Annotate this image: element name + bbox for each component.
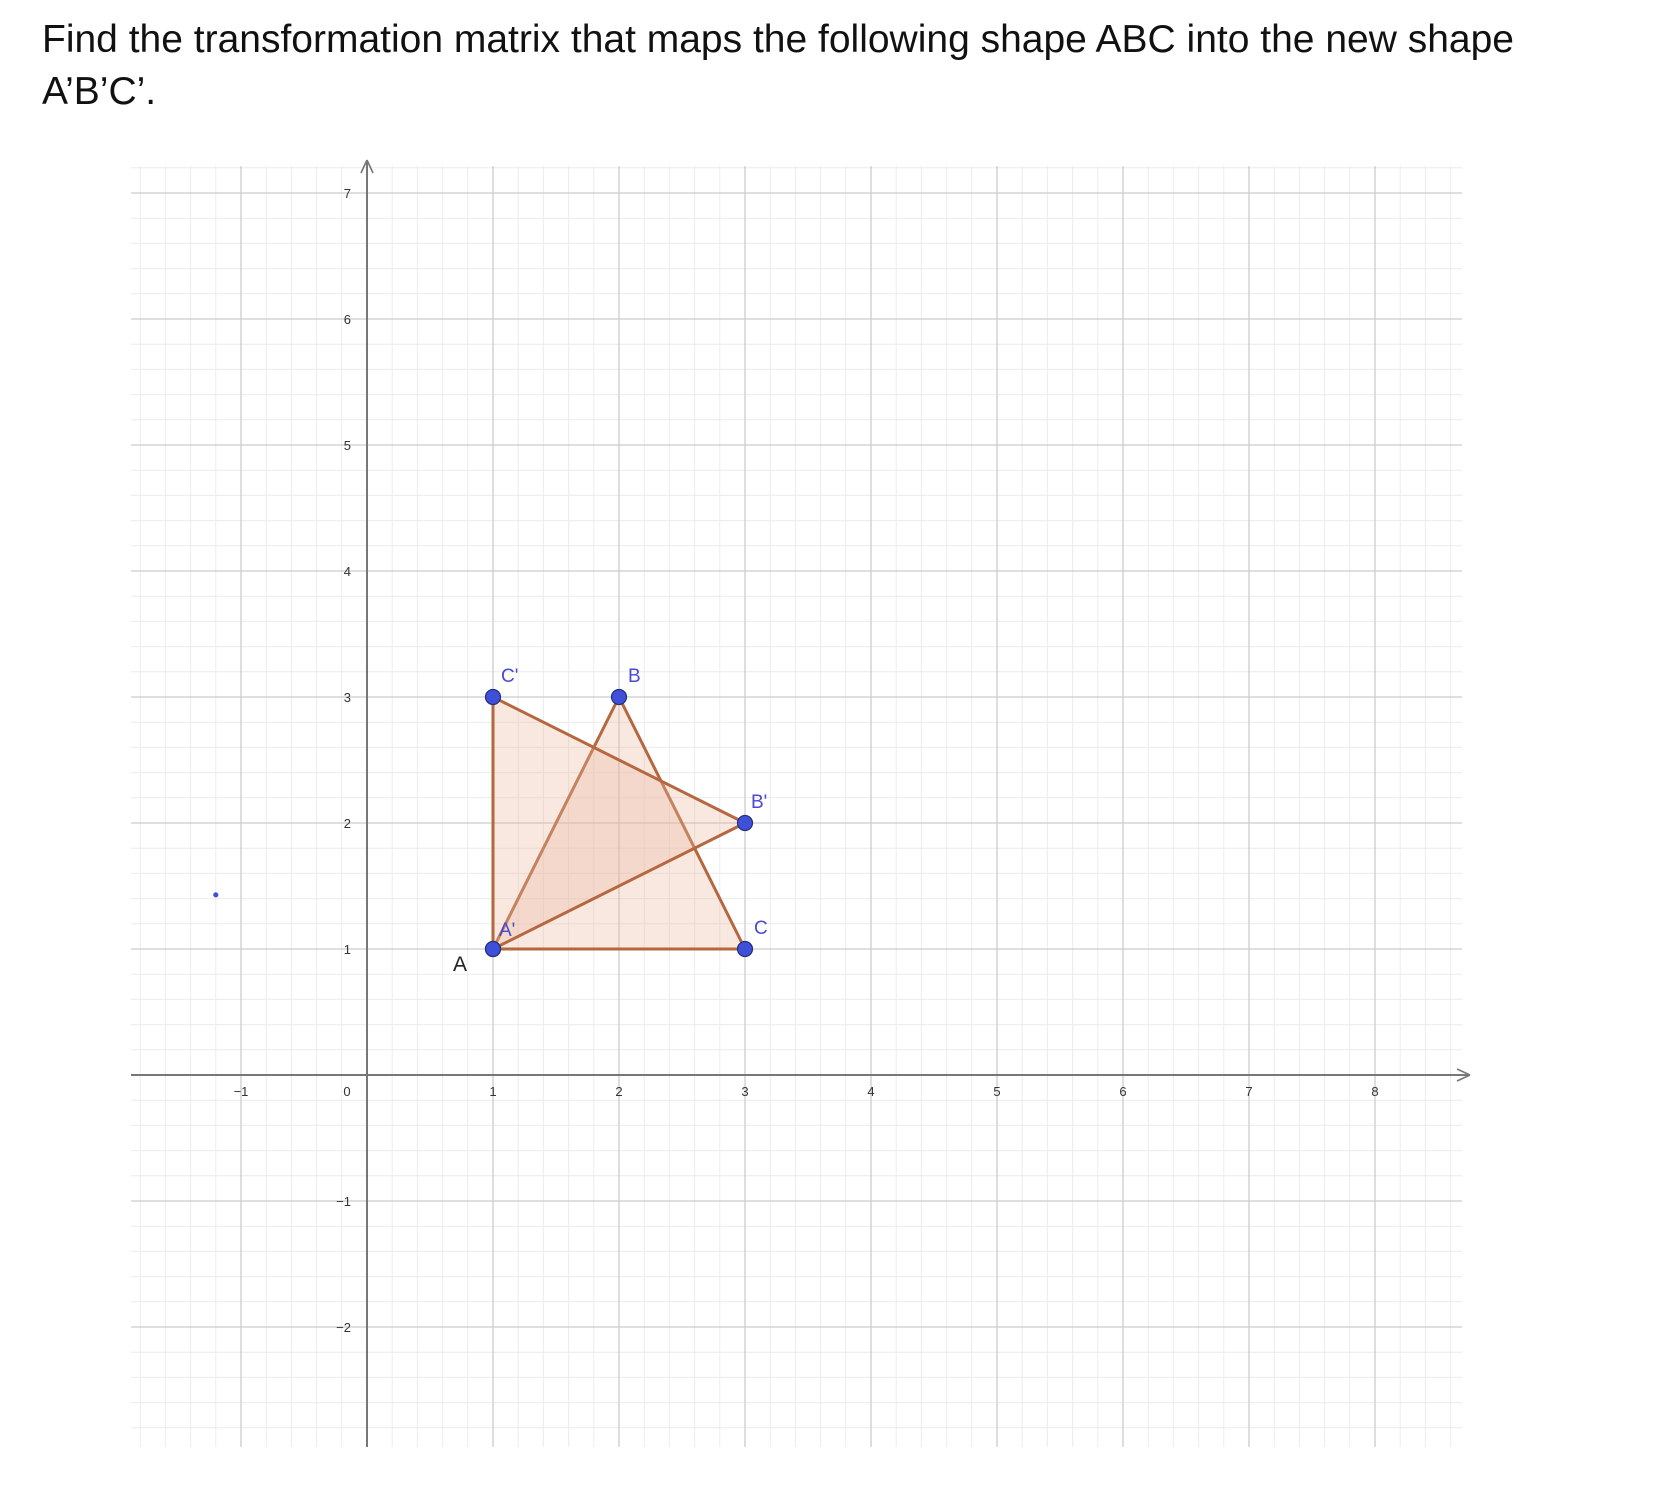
x-tick-label: 3 <box>741 1084 749 1099</box>
point-a-prime <box>486 942 501 957</box>
point-c <box>738 942 753 957</box>
y-tick-label: 7 <box>343 186 351 201</box>
point-label-a-prime: A' <box>499 920 516 941</box>
y-tick-label: 5 <box>343 438 351 453</box>
point-label-b: B <box>628 666 641 687</box>
question-line-1: Find the transformation matrix that maps the following shape ABC into the new shape <box>42 18 1514 61</box>
stray-dot <box>213 892 218 897</box>
axes <box>131 160 1470 1447</box>
y-tick-label: 6 <box>343 312 351 327</box>
y-tick-label: 2 <box>343 816 351 831</box>
y-tick-label: −1 <box>336 1194 351 1209</box>
triangles <box>493 697 745 949</box>
point-label-a: A <box>453 953 468 976</box>
question-line-2: A’B’C’. <box>42 70 157 113</box>
point-label-b-prime: B' <box>751 792 768 813</box>
point-c-prime <box>486 690 501 705</box>
x-tick-label: 8 <box>1371 1084 1379 1099</box>
y-tick-label: 3 <box>343 690 351 705</box>
x-tick-label: 4 <box>867 1084 875 1099</box>
x-tick-label: 0 <box>343 1084 351 1099</box>
x-tick-label: 1 <box>489 1084 497 1099</box>
point-label-c-prime: C' <box>501 666 519 687</box>
x-tick-label: 6 <box>1119 1084 1127 1099</box>
x-tick-label: −1 <box>233 1084 249 1099</box>
point-b-prime <box>738 816 753 831</box>
y-tick-label: 1 <box>343 942 351 957</box>
point-label-c: C <box>754 918 768 939</box>
tick-labels <box>234 186 1379 1335</box>
x-tick-label: 2 <box>615 1084 623 1099</box>
point-b <box>612 690 627 705</box>
minor-grid <box>131 166 1462 1447</box>
x-tick-label: 7 <box>1245 1084 1253 1099</box>
y-tick-label: 4 <box>343 564 351 579</box>
y-tick-label: −2 <box>336 1320 351 1335</box>
x-tick-label: 5 <box>993 1084 1001 1099</box>
major-grid <box>131 166 1462 1447</box>
